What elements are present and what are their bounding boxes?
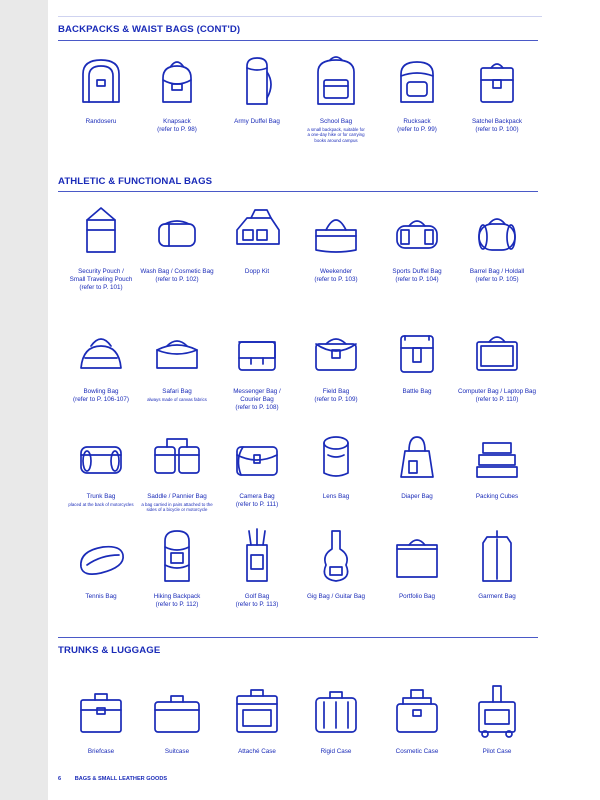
diaper-bag-icon [387,425,447,485]
page-reference: (refer to P. 109) [314,396,358,403]
lens-bag-icon [306,425,366,485]
bag-entry [291,425,381,501]
barrel-bag-icon [467,200,527,260]
page-reference: (refer to P. 102) [155,276,199,283]
bag-name: Saddle / Pannier Bag [147,493,207,500]
attache-case-icon [227,680,287,740]
bag-entry [291,320,381,404]
bag-name: Security Pouch / Small Traveling Pouch [69,268,133,283]
bag-name: Randoseru [85,118,117,125]
bag-name: Battle Bag [402,388,432,395]
bag-name: Field Bag [322,388,350,395]
battle-bag-icon [387,320,447,380]
page-reference: (refer to P. 110) [475,396,519,403]
page-reference: (refer to P. 105) [475,276,519,283]
wash-bag-icon [147,200,207,260]
bag-name: Lens Bag [322,493,350,500]
bag-entry [372,320,462,396]
page-reference: (refer to P. 112) [155,601,199,608]
randoseru-icon [71,50,131,110]
bag-entry [212,200,302,276]
bag-name: Garment Bag [478,593,516,600]
bag-entry [212,680,302,756]
bag-entry [372,50,462,134]
page-reference: (refer to P. 103) [314,276,358,283]
page-reference: (refer to P. 104) [395,276,439,283]
running-title: BAGS & SMALL LEATHER GOODS [74,776,168,782]
bag-name: Weekender [319,268,353,275]
bag-entry [291,200,381,284]
catalog-page [48,0,600,800]
portfolio-bag-icon [387,525,447,585]
section-rule [58,40,538,41]
section-title: ATHLETIC & FUNCTIONAL BAGS [58,176,213,187]
bag-name: Bowling Bag [83,388,119,395]
bag-entry [452,200,542,284]
bag-name: Sports Duffel Bag [392,268,442,275]
page-reference: (refer to P. 111) [235,501,279,508]
bag-name: Attaché Case [238,748,276,755]
bag-name: Briefcase [87,748,115,755]
tennis-bag-icon [71,525,131,585]
hiking-backpack-icon [147,525,207,585]
bag-name: Tennis Bag [85,593,117,600]
page-reference: (refer to P. 106-107) [73,396,129,403]
bag-entry [291,680,381,756]
bag-note: a bag carried in pairs attached to the sides of a bicycle or motorcycle [141,502,213,513]
page-number: 6 [58,776,62,782]
army-duffel-bag-icon [227,50,287,110]
bag-name: Trunk Bag [86,493,116,500]
bag-entry [132,525,222,609]
page-reference: (refer to P. 108) [235,404,279,411]
bag-entry [291,525,381,601]
bag-entry [372,425,462,501]
top-rule [58,16,542,17]
guitar-bag-icon [306,525,366,585]
bag-name: Messenger Bag / Courier Bag [233,388,281,403]
bag-entry [452,320,542,404]
bowling-bag-icon [71,320,131,380]
bag-name: Diaper Bag [401,493,433,500]
section-title: BACKPACKS & WAIST BAGS (CONT'D) [58,24,241,35]
bag-name: Dopp Kit [244,268,270,275]
rigid-case-icon [306,680,366,740]
camera-bag-icon [227,425,287,485]
pilot-case-icon [467,680,527,740]
packing-cubes-icon [467,425,527,485]
bag-entry [212,425,302,509]
bag-name: Barrel Bag / Holdall [469,268,525,275]
bag-name: Hiking Backpack [153,593,201,600]
rucksack-icon [387,50,447,110]
bag-name: Suitcase [164,748,190,755]
trunk-bag-icon [71,425,131,485]
knapsack-icon [147,50,207,110]
bag-name: Army Duffel Bag [234,118,280,125]
bag-name: Rucksack [403,118,431,125]
section-title: TRUNKS & LUGGAGE [58,645,161,656]
bag-name: Cosmetic Case [395,748,439,755]
bag-entry [132,680,222,756]
page-reference: (refer to P. 101) [79,284,123,291]
bag-entry [452,680,542,756]
page-footer [58,776,179,782]
saddle-bag-icon [147,425,207,485]
field-bag-icon [306,320,366,380]
bag-note: always made of canvas fabrics [147,397,207,402]
cosmetic-case-icon [387,680,447,740]
page-reference: (refer to P. 100) [475,126,519,133]
bag-entry [452,425,542,501]
bag-name: Rigid Case [320,748,352,755]
bag-name: Satchel Backpack [471,118,523,125]
bag-name: School Bag [319,118,353,125]
bag-name: Computer Bag / Laptop Bag [457,388,537,395]
bag-name: Portfolio Bag [398,593,436,600]
sports-duffel-bag-icon [387,200,447,260]
page-reference: (refer to P. 113) [235,601,279,608]
bag-name: Safari Bag [162,388,192,395]
bag-entry [132,50,222,134]
bag-name: Golf Bag [244,593,270,600]
bag-note: a small backpack, suitable for a one-day hike or for carrying books around campus [307,127,365,143]
bag-name: Pilot Case [482,748,512,755]
golf-bag-icon [227,525,287,585]
bag-entry [212,525,302,609]
page-reference: (refer to P. 99) [397,126,437,133]
bag-note: placed at the back of motorcycles [68,502,134,507]
bag-name: Wash Bag / Cosmetic Bag [140,268,214,275]
bag-entry [372,200,462,284]
bag-name: Knapsack [163,118,191,125]
bag-name: Gig Bag / Guitar Bag [306,593,366,600]
satchel-backpack-icon [467,50,527,110]
page-reference: (refer to P. 98) [157,126,197,133]
briefcase-icon [71,680,131,740]
garment-bag-icon [467,525,527,585]
safari-bag-icon [147,320,207,380]
suitcase-icon [147,680,207,740]
bag-name: Camera Bag [239,493,275,500]
bag-entry [212,50,302,126]
bag-entry [372,680,462,756]
bag-entry [372,525,462,601]
messenger-bag-icon [227,320,287,380]
bag-entry [132,200,222,284]
bag-entry [212,320,302,412]
section-rule [58,191,538,192]
computer-bag-icon [467,320,527,380]
dopp-kit-icon [227,200,287,260]
bag-name: Packing Cubes [475,493,519,500]
school-bag-icon [306,50,366,110]
bag-entry [452,50,542,134]
bag-entry [452,525,542,601]
bag-entry [132,320,222,402]
bag-entry [132,425,222,513]
bag-entry [291,50,381,143]
weekender-icon [306,200,366,260]
security-pouch-icon [71,200,131,260]
section-rule [58,637,538,638]
